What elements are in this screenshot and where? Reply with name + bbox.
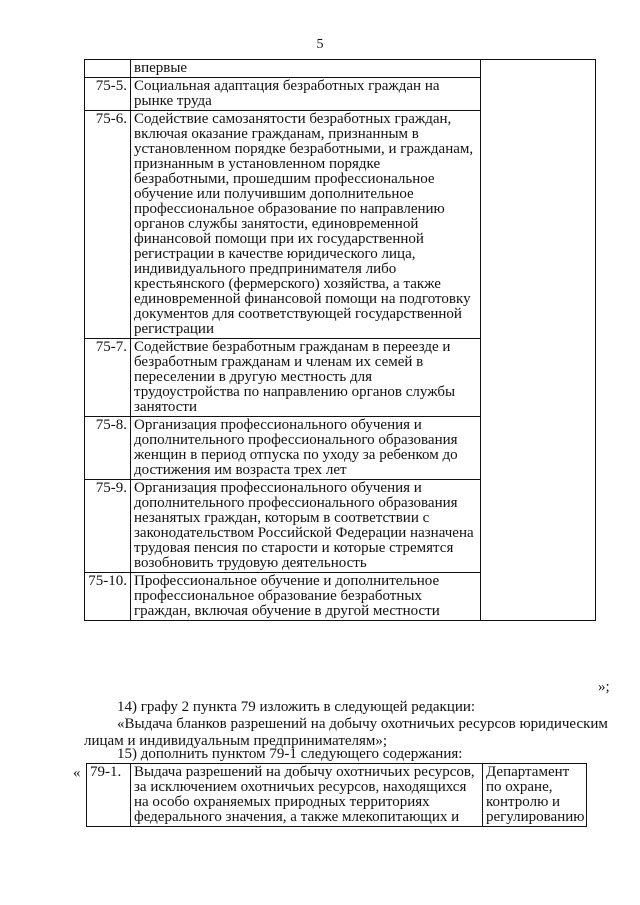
- opening-quote: «: [73, 765, 81, 781]
- row-number: 79-1.: [87, 764, 131, 827]
- table-row: [85, 60, 596, 78]
- row-text: Организация профессионального обучения и дополнительного профессионального образования незанятых граждан, которым в соответствии с законодательством Российской Федерации назначена трудовая пенсия по старости и которые стремятся возобновить трудовую деятельность: [131, 480, 481, 573]
- row-number: 75-5.: [85, 78, 131, 111]
- row-number: 75-10.: [85, 573, 131, 621]
- closing-quote: »;: [598, 679, 610, 695]
- row-number: 75-6.: [85, 111, 131, 339]
- new-item-table: [86, 763, 587, 827]
- row-text: Содействие самозанятости безработных граждан, включая оказание гражданам, признанным в установленном порядке безработными, и гражданам, признанным в установленном порядке безработными, прошедшим профессиональное обучение или получившим дополнительное профессиональное образование по направлению органов службы занятости, единовременной финансовой помощи при их государственной регистрации в качестве юридического лица, индивидуального предпринимателя либо крестьянского (фермерского) хозяйства, а также единовременной финансовой помощи на подготовку документов для соответствующей государственной регистрации: [131, 111, 481, 339]
- row-text: Выдача разрешений на добычу охотничьих ресурсов, за исключением охотничьих ресурсов, находящихся на особо охраняемых природных территориях федерального значения, а также млекопитающих и: [131, 764, 483, 827]
- paragraph-14: 14) графу 2 пункта 79 изложить в следующей редакции:: [117, 699, 476, 715]
- row-text: впервые: [131, 60, 481, 78]
- department-cell: [481, 60, 596, 621]
- row-text: Социальная адаптация безработных граждан на рынке труда: [131, 78, 481, 111]
- row-text: Содействие безработным гражданам в переезде и безработным гражданам и членам их семей в переселении в другую местность для трудоустройства по направлению органов службы занятости: [131, 339, 481, 417]
- row-number: 75-9.: [85, 480, 131, 573]
- row-number: 75-7.: [85, 339, 131, 417]
- paragraph-15: 15) дополнить пунктом 79-1 следующего содержания:: [117, 746, 463, 762]
- row-text: Организация профессионального обучения и дополнительного профессионального образования женщин в период отпуска по уходу за ребенком до достижения им возраста трех лет: [131, 417, 481, 480]
- page-number: 5: [316, 37, 324, 52]
- row-number: [85, 60, 131, 78]
- quoted-text-line-2: лицам и индивидуальным предпринимателям»;: [84, 733, 388, 749]
- row-number: 75-8.: [85, 417, 131, 480]
- table-row: [87, 764, 587, 827]
- services-table: [84, 59, 596, 621]
- quoted-text-line-1: «Выдача бланков разрешений на добычу охотничьих ресурсов юридическим: [117, 716, 608, 732]
- department-cell: Департамент по охране, контролю и регулированию: [483, 764, 587, 827]
- row-text: Профессиональное обучение и дополнительное профессиональное образование безработных граждан, включая обучение в другой местности: [131, 573, 481, 621]
